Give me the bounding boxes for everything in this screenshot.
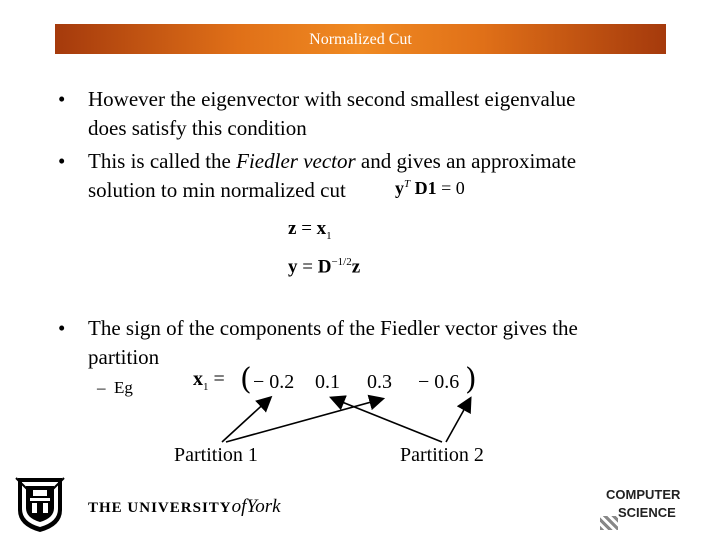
fiedler-vector-term: Fiedler vector <box>236 149 356 173</box>
vector-close-paren: ) <box>465 362 477 397</box>
checker-pattern-icon <box>600 516 618 530</box>
vector-value-4: − 0.6 <box>418 371 460 393</box>
sub-bullet-eg: – Eg <box>97 378 133 397</box>
vector-value-2: 0.1 <box>315 371 340 393</box>
constraint-equation: $y^T$ D1 = 0 <box>395 178 465 198</box>
arrow-p2-to-v4 <box>446 399 470 442</box>
bullet-dot: • <box>58 316 66 340</box>
partition-1-label: Partition 1 <box>174 444 258 466</box>
bullet-3-line-1: The sign of the components of the Fiedler vector gives the <box>88 316 578 340</box>
z-definition-equation: $z = x_1$ <box>288 218 332 242</box>
computer-science-logo: COMPUTER SCIENCE <box>600 486 670 532</box>
bullet-dot: • <box>58 149 66 173</box>
arrow-p2-to-v2 <box>332 398 442 442</box>
vector-value-1: − 0.2 <box>253 371 295 393</box>
vector-value-3: 0.3 <box>367 371 392 393</box>
arrow-p1-to-v1 <box>222 398 270 442</box>
partition-2-label: Partition 2 <box>400 444 484 466</box>
x1-vector-equation: $x_1$ = <box>193 368 225 393</box>
slide-title: Normalized Cut <box>309 31 412 48</box>
bullet-2-line-2: solution to min normalized cut <box>88 178 346 202</box>
bullet-2-line-1-post: and gives an approximate <box>355 149 577 173</box>
y-definition-equation: $y = D^{-1/2}z$ <box>288 256 361 278</box>
bullet-1-line-2: does satisfy this condition <box>88 116 307 140</box>
arrow-p1-to-v3 <box>226 399 382 442</box>
bullet-3-line-2: partition <box>88 345 160 369</box>
bullet-dot: • <box>58 87 66 111</box>
vector-open-paren: ( <box>240 362 252 397</box>
university-crest-icon <box>14 476 66 534</box>
bullet-2-line-1-pre: This is called the <box>88 149 237 173</box>
bullet-1-line-1: However the eigenvector with second smallest eigenvalue <box>88 87 576 111</box>
university-of-york-logo: THE UNIVERSITYofYork <box>88 496 281 517</box>
